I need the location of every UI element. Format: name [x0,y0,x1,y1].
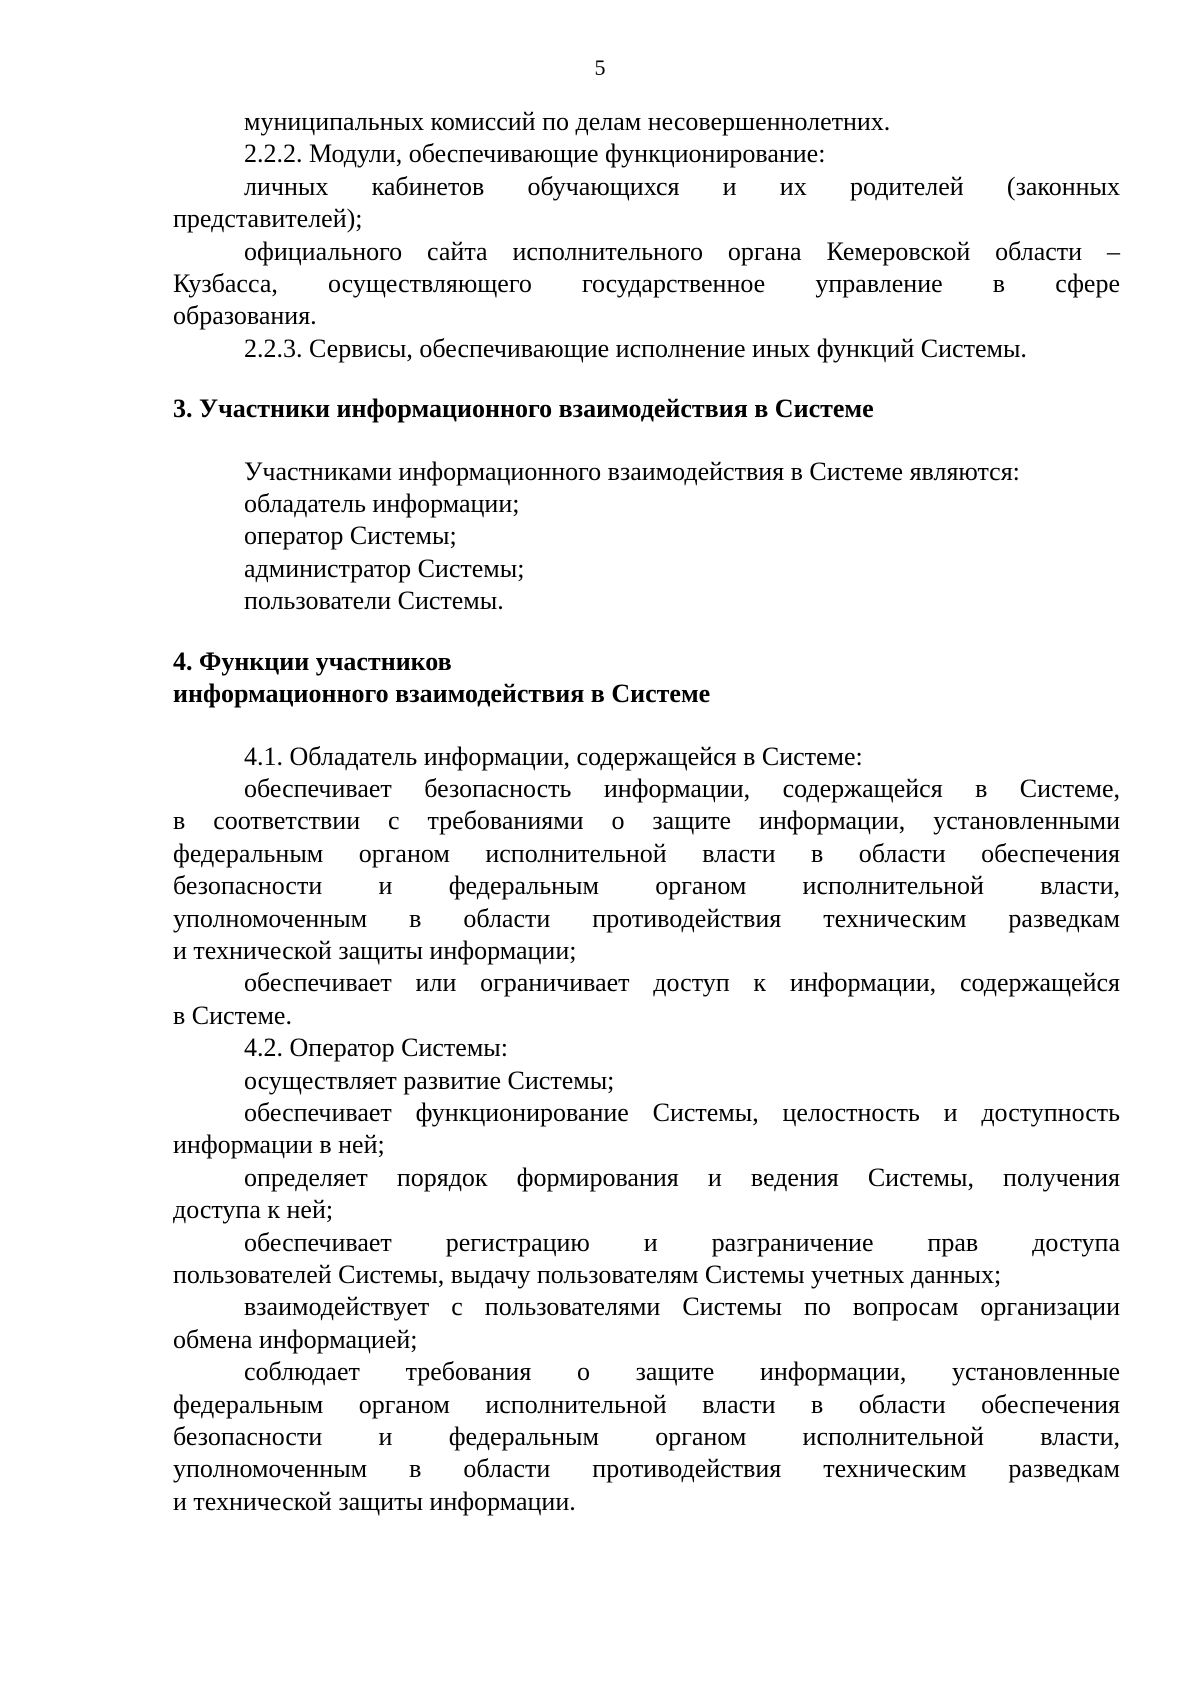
paragraph-4-2-function-line: обеспечивает функционирование Системы, целостность и доступность [244,1097,1120,1127]
paragraph-4-1-a-line: безопасности и федеральным органом исполнительной власти, [173,871,1120,901]
paragraph-4-2-title: 4.2. Оператор Системы: [244,1033,508,1063]
paragraph-2-2-2: 2.2.2. Модули, обеспечивающие функционирование: [244,139,826,169]
paragraph-4-1-b-line: в Системе. [173,1000,292,1030]
list-item: пользователи Системы. [244,586,504,616]
paragraph-4-2-interact-line: обмена информацией; [173,1324,418,1354]
list-item: оператор Системы; [244,521,457,551]
paragraph-4-1-b-line: обеспечивает или ограничивает доступ к информации, содержащейся [244,968,1120,998]
paragraph-cabinets-line2: представителей); [173,204,363,234]
list-item: обладатель информации; [244,489,520,519]
paragraph-4-2-develop: осуществляет развитие Системы; [244,1065,615,1095]
paragraph-site-line1: официального сайта исполнительного органа Кемеровской области – [244,236,1120,266]
paragraph-4-1-a-line: федеральным органом исполнительной власти в области обеспечения [173,838,1120,868]
paragraph-4-1-a-line: и технической защиты информации; [173,935,577,965]
paragraph-4-2-comply-line: соблюдает требования о защите информации, установленные [244,1357,1120,1387]
section-4-heading-line1: 4. Функции участников [173,646,452,676]
paragraph-4-2-function-line: информации в ней; [173,1130,385,1160]
paragraph-4-2-order-line: доступа к ней; [173,1195,334,1225]
paragraph-4-2-comply-line: федеральным органом исполнительной власти в области обеспечения [173,1389,1120,1419]
page-number: 5 [594,55,606,80]
paragraph-4-2-register-line: обеспечивает регистрацию и разграничение прав доступа [244,1227,1120,1257]
paragraph-4-1-a-line: в соответствии с требованиями о защите информации, установленными [173,806,1120,836]
paragraph-4-1-title: 4.1. Обладатель информации, содержащейся в Системе: [244,741,863,771]
paragraph-2-2-3: 2.2.3. Сервисы, обеспечивающие исполнение иных функций Системы. [244,333,1027,363]
paragraph-commissions: муниципальных комиссий по делам несовершеннолетних. [244,107,891,136]
paragraph-4-2-comply-line: и технической защиты информации. [173,1486,576,1516]
list-item: администратор Системы; [244,553,525,583]
paragraph-4-2-interact-line: взаимодействует с пользователями Системы по вопросам организации [244,1292,1120,1322]
paragraph-4-2-comply-line: безопасности и федеральным органом исполнительной власти, [173,1422,1120,1452]
paragraph-cabinets-line1: личных кабинетов обучающихся и их родителей (законных [244,171,1120,201]
section-3-heading: 3. Участники информационного взаимодействия в Системе [173,394,874,424]
section-4-heading-line2: информационного взаимодействия в Системе [173,679,711,709]
section-3-intro: Участниками информационного взаимодействия в Системе являются: [244,456,1020,486]
paragraph-4-1-a-line: уполномоченным в области противодействия техническим разведкам [173,903,1120,933]
paragraph-site-line2: Кузбасса, осуществляющего государственное управление в сфере [173,269,1120,299]
document-body [173,106,1120,1518]
paragraph-4-2-order-line: определяет порядок формирования и ведения Системы, получения [244,1162,1120,1192]
paragraph-4-1-a-line: обеспечивает безопасность информации, содержащейся в Системе, [244,773,1120,803]
paragraph-4-2-register-line: пользователей Системы, выдачу пользователям Системы учетных данных; [173,1260,1002,1289]
paragraph-site-line3: образования. [173,301,317,331]
paragraph-4-2-comply-line: уполномоченным в области противодействия техническим разведкам [173,1454,1120,1484]
